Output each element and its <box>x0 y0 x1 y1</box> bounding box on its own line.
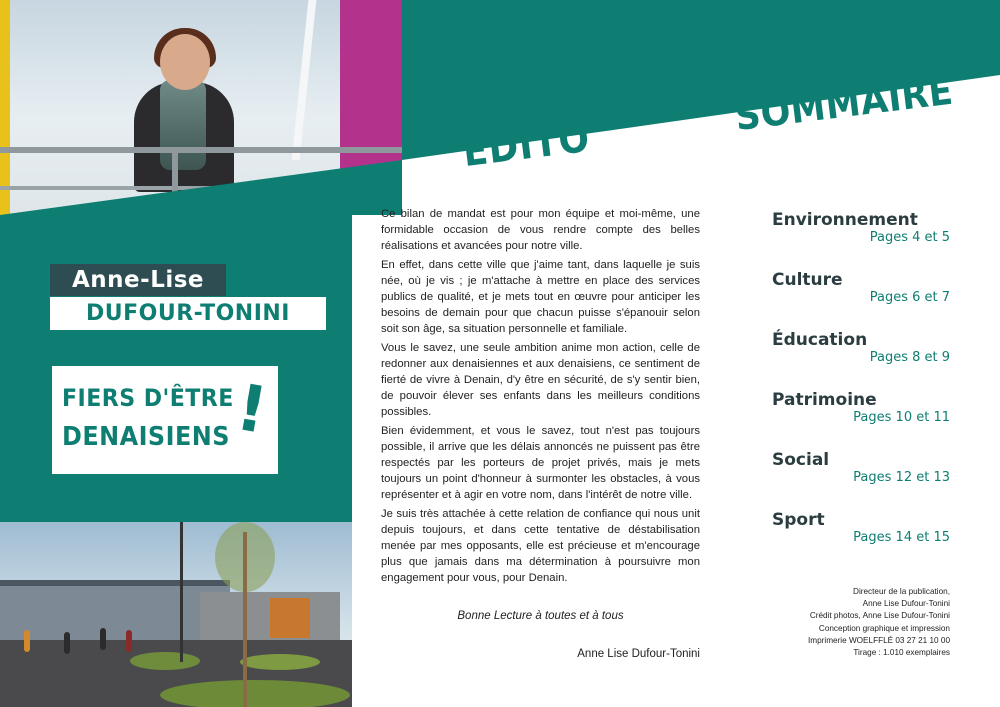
toc-heading: Social <box>772 450 830 470</box>
slogan-line-1: FIERS D'ÊTRE <box>62 384 234 412</box>
portrait-photo-railing <box>0 147 402 153</box>
edito-title: EDITO <box>460 114 593 176</box>
park-photo-grass <box>160 680 350 707</box>
park-photo-orange-wall <box>270 598 310 638</box>
edito-signature: Anne Lise Dufour-Tonini <box>577 648 700 660</box>
park-photo-tree-trunk <box>243 532 247 707</box>
park-photo-grass <box>130 652 200 670</box>
edito-closing: Bonne Lecture à toutes et à tous <box>457 610 624 622</box>
portrait-person-face <box>160 34 210 90</box>
park-photo-grass <box>240 654 320 670</box>
edito-paragraph: Bien évidemment, et vous le savez, tout n'est pas toujours possible, il arrive que les délais annoncés ne puissent pas être respectés par les porteurs de projet privés, mais je mets toujours un point d'honneur à surmonter les obstacles, à vous représenter et à agir en votre nom, dans l'intérêt de notre ville. <box>381 425 700 501</box>
slogan-exclamation: ! <box>230 371 273 449</box>
toc-item-patrimoine <box>772 388 950 448</box>
credits-line: Directeur de la publication, <box>853 587 950 596</box>
toc-item-environnement <box>772 208 950 268</box>
edito-paragraph: Ce bilan de mandat est pour mon équipe et moi-même, une formidable occasion de vous rendre compte des belles réalisations et avancées pour notre ville. <box>381 208 700 252</box>
edito-body <box>381 207 700 590</box>
portrait-person-scarf <box>160 80 206 170</box>
portrait-photo-yellow-pillar <box>0 0 10 215</box>
park-photo-building <box>0 586 230 646</box>
credits-line: Crédit photos, Anne Lise Dufour-Tonini <box>809 611 950 621</box>
toc-item-social <box>772 448 950 508</box>
toc-heading: Éducation <box>772 330 868 350</box>
toc-heading: Sport <box>772 510 825 530</box>
toc-item-sport <box>772 508 950 568</box>
edito-paragraph: Je suis très attachée à cette relation de confiance qui nous unit depuis toujours, et dans cette tentative de déstabilisation menée par mes opposants, elle est précieuse et m'encourage plus que jamais dans ma détermination à poursuivre mon engagement pour vous, pour Denain. <box>381 508 700 584</box>
toc-heading: Culture <box>772 270 843 290</box>
toc-pages: Pages 10 et 11 <box>853 410 950 425</box>
credits-line: Anne Lise Dufour-Tonini <box>862 599 950 609</box>
name-first: Anne-Lise <box>50 264 226 296</box>
portrait-photo <box>0 0 402 215</box>
park-photo <box>0 522 352 707</box>
toc-pages: Pages 14 et 15 <box>853 530 950 545</box>
park-photo-person <box>100 628 106 650</box>
toc-pages: Pages 8 et 9 <box>869 350 950 365</box>
edito-paragraph: Vous le savez, une seule ambition anime mon action, celle de redonner aux denaisiennes et aux denaisiens, ce sentiment de fierté de vivre à Denain, d'y être en sécurité, de s'y sentir bien, de pouvoir élever ses enfants dans les meilleurs conditions possibles. <box>381 342 700 418</box>
publication-credits <box>710 586 950 659</box>
slogan-logo <box>52 366 278 474</box>
credits-line: Conception graphique et impression <box>818 623 950 633</box>
sommaire-title: SOMMAIRE <box>732 68 956 139</box>
toc-item-culture <box>772 268 950 328</box>
toc-pages: Pages 4 et 5 <box>869 230 950 245</box>
toc-pages: Pages 12 et 13 <box>853 470 950 485</box>
toc-item-education <box>772 328 950 388</box>
credits-line: Tirage : 1.010 exemplaires <box>853 648 950 658</box>
park-photo-person <box>64 632 70 654</box>
park-photo-lamp-pole <box>180 522 183 662</box>
toc-heading: Environnement <box>772 210 918 230</box>
slogan-line-2: DENAISIENS <box>62 422 230 452</box>
edito-paragraph: En effet, dans cette ville que j'aime tant, dans laquelle je suis née, où je vis ; je m'attache à mettre en place des services publics de qualité, et je mets tout en œuvre pour anticiper les besoins de demain pour que chacun puisse s'épanouir selon soit son âge, sa situation personnelle et familiale. <box>381 259 700 335</box>
toc-heading: Patrimoine <box>772 390 877 410</box>
table-of-contents <box>772 208 950 568</box>
toc-pages: Pages 6 et 7 <box>869 290 950 305</box>
park-photo-person <box>126 630 132 652</box>
name-last: DUFOUR-TONINI <box>50 297 326 330</box>
park-photo-person <box>24 630 30 652</box>
credits-line: Imprimerie WOELFFLÉ 03 27 21 10 00 <box>808 635 950 645</box>
